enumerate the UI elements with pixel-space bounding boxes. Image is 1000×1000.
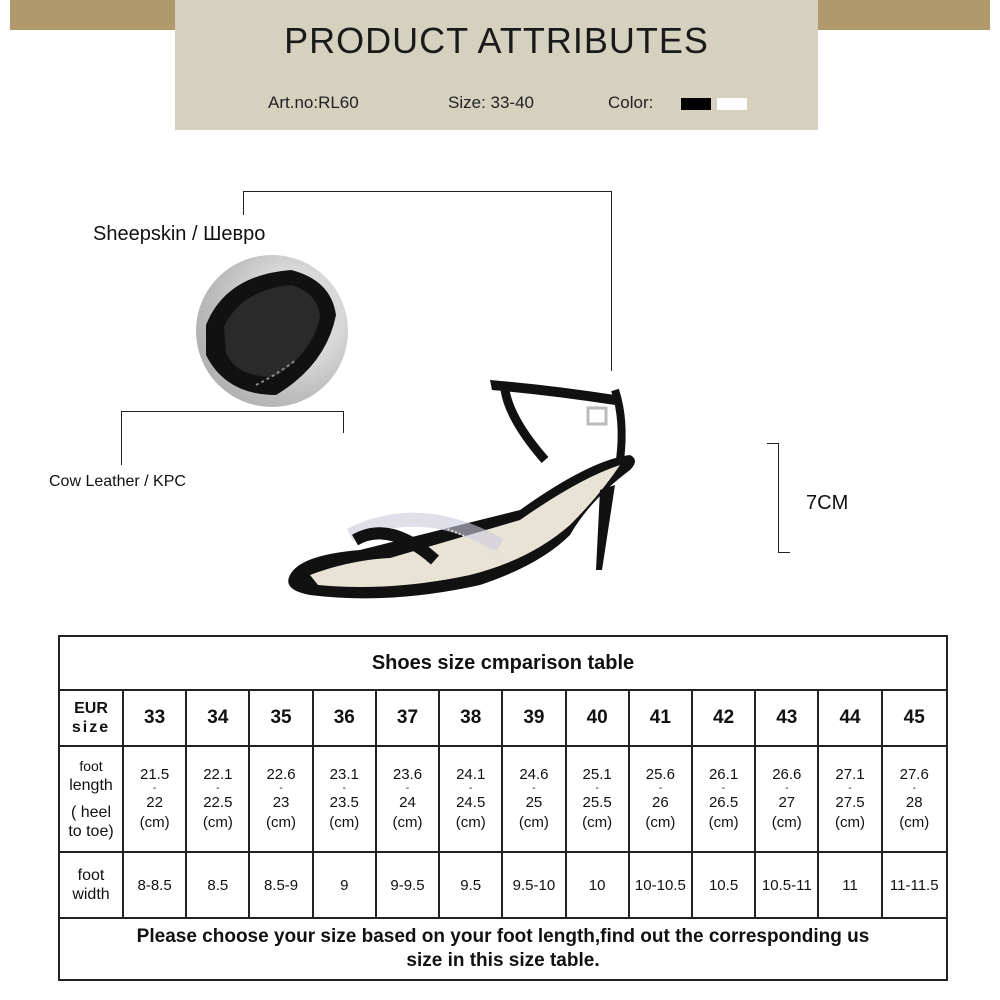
foot-length-unit: (cm): [392, 814, 423, 831]
foot-length-label-line1: foot: [79, 758, 103, 774]
table-grid: [60, 691, 946, 919]
callout-line-cowleather-left: [121, 411, 122, 465]
color-swatch-white: [717, 98, 747, 110]
foot-length-cell: [187, 747, 250, 851]
foot-length-from: 24.1: [456, 766, 486, 783]
eur-size-cell: 40: [567, 691, 630, 745]
eur-size-cell: 44: [819, 691, 882, 745]
foot-length-unit: (cm): [771, 814, 802, 831]
page-title: PRODUCT ATTRIBUTES: [284, 20, 709, 61]
eur-size-cell: 33: [124, 691, 187, 745]
foot-width-cell: 10-10.5: [630, 853, 693, 917]
foot-length-unit: (cm): [518, 814, 549, 831]
foot-width-cell: 11-11.5: [889, 876, 939, 894]
foot-length-to: 22.5: [203, 794, 233, 811]
foot-width-cell: 10.5-11: [756, 853, 819, 917]
range-dash: -: [721, 783, 726, 794]
foot-width-cell: 8-8.5: [124, 853, 187, 917]
foot-width-cell: 9-9.5: [377, 853, 440, 917]
foot-length-unit: (cm): [202, 814, 233, 831]
foot-length-cell: [883, 747, 946, 851]
foot-length-to: 25: [525, 794, 543, 811]
range-dash: -: [785, 783, 789, 794]
foot-length-label-line4: to toe): [68, 823, 114, 840]
foot-length-cell: [819, 747, 882, 851]
foot-length-cell: [503, 747, 566, 851]
heel-height-marker-top: [767, 443, 779, 444]
range-dash: -: [216, 783, 220, 794]
foot-length-to: 27.5: [835, 794, 865, 811]
foot-width-cell: 8.5: [187, 853, 250, 917]
range-dash: -: [912, 783, 916, 794]
foot-length-from: 27.1: [835, 766, 865, 783]
foot-length-from: 25.1: [582, 766, 612, 783]
eur-size-cell: 34: [187, 691, 250, 745]
foot-length-to: 26.5: [708, 794, 739, 811]
header-accent-right: [818, 0, 990, 30]
foot-width-cell: 9.5: [440, 853, 503, 917]
foot-length-to: 27: [778, 794, 796, 811]
callout-line-sheepskin-left: [243, 191, 244, 215]
foot-length-unit: (cm): [266, 814, 297, 831]
foot-width-label-line2: width: [72, 886, 110, 903]
foot-length-from: 26.6: [772, 766, 802, 783]
eur-size-cell: 45: [903, 707, 925, 728]
foot-length-unit: (cm): [835, 814, 866, 831]
foot-length-to: 24: [399, 794, 416, 811]
foot-length-label-line3: ( heel: [70, 804, 112, 821]
foot-length-to: 22: [146, 794, 163, 811]
foot-length-from: 26.1: [708, 766, 739, 783]
foot-length-to: 23.5: [329, 794, 359, 811]
callout-line-sheepskin-right: [611, 191, 612, 371]
range-dash: -: [279, 783, 283, 794]
table-row-foot-width: [60, 853, 946, 919]
table-title: Shoes size cmparison table: [60, 637, 946, 691]
foot-length-unit: (cm): [139, 814, 170, 831]
foot-length-cell: [567, 747, 630, 851]
eur-size-cell: 35: [250, 691, 313, 745]
foot-length-cell: [440, 747, 503, 851]
range-dash: -: [532, 783, 536, 794]
eur-size-cell: 42: [693, 691, 756, 745]
heel-height-marker-bottom: [778, 552, 790, 553]
color-label: Color:: [608, 93, 654, 112]
foot-length-from: 24.6: [519, 766, 549, 783]
article-number: Art.no:RL60: [268, 93, 359, 112]
cow-leather-label: Cow Leather / KPC: [49, 473, 186, 490]
sheepskin-label: Sheepskin / Шевро: [93, 223, 266, 245]
foot-length-cell: [314, 747, 377, 851]
callout-line-sheepskin-top: [243, 191, 612, 192]
foot-width-cell: 9.5-10: [503, 853, 566, 917]
table-row-foot-length: [60, 747, 946, 853]
foot-length-from: 23.1: [329, 766, 359, 783]
eur-size-cell: 43: [756, 691, 819, 745]
size-note-text: Please choose your size based on your foot length,find out the corresponding us size in this size table.: [136, 926, 870, 971]
eur-label-bottom: size: [71, 719, 111, 736]
eur-size-cell: 37: [377, 691, 440, 745]
foot-width-cell: 11: [819, 853, 882, 917]
eur-size-cell: 41: [630, 691, 693, 745]
table-row-eur-size: [60, 691, 946, 747]
foot-length-unit: (cm): [899, 814, 930, 831]
range-dash: -: [848, 783, 852, 794]
foot-length-unit: (cm): [582, 814, 613, 831]
foot-length-unit: (cm): [708, 814, 739, 831]
foot-length-to: 25.5: [582, 794, 612, 811]
foot-width-cell: 10: [567, 853, 630, 917]
foot-length-label-line2: length: [69, 777, 113, 794]
foot-length-from: 21.5: [140, 766, 170, 783]
foot-length-from: 27.6: [899, 766, 929, 783]
eur-label-top: EUR: [74, 700, 108, 717]
foot-length-cell: [250, 747, 313, 851]
foot-length-cell: [630, 747, 693, 851]
foot-length-cell: [124, 747, 187, 851]
eur-size-header: [60, 691, 124, 745]
range-dash: -: [152, 783, 157, 794]
foot-length-to: 28: [905, 794, 923, 811]
foot-length-from: 22.6: [266, 766, 296, 783]
header-accent-left: [10, 0, 175, 30]
eur-size-cell: 38: [440, 691, 503, 745]
foot-length-from: 25.6: [645, 766, 675, 783]
foot-length-from: 22.1: [203, 766, 233, 783]
foot-width-header: [60, 853, 124, 917]
range-dash: -: [595, 783, 599, 794]
size-note: [60, 919, 946, 979]
range-dash: -: [469, 783, 473, 794]
foot-width-cell: 10.5: [693, 853, 756, 917]
range-dash: -: [342, 783, 346, 794]
eur-size-cell: 36: [314, 691, 377, 745]
foot-length-header: [60, 747, 124, 851]
foot-length-to: 26: [652, 794, 669, 811]
foot-length-unit: (cm): [645, 814, 676, 831]
foot-length-cell: [377, 747, 440, 851]
range-dash: -: [405, 783, 410, 794]
eur-size-cell: 39: [503, 691, 566, 745]
product-attributes-header: [175, 0, 818, 130]
range-dash: -: [658, 783, 663, 794]
size-range: Size: 33-40: [448, 93, 534, 112]
foot-length-from: 23.6: [392, 766, 423, 783]
sandal-image: [270, 360, 650, 610]
heel-height-label: 7CM: [806, 492, 849, 514]
foot-length-unit: (cm): [455, 814, 486, 831]
foot-length-cell: [693, 747, 756, 851]
foot-length-to: 24.5: [456, 794, 486, 811]
color-swatch-black: [681, 98, 711, 110]
foot-width-cell: 8.5-9: [250, 853, 313, 917]
size-comparison-table: [58, 635, 948, 981]
foot-length-unit: (cm): [329, 814, 360, 831]
foot-length-to: 23: [272, 794, 290, 811]
foot-length-cell: [756, 747, 819, 851]
foot-width-cell: 9: [314, 853, 377, 917]
foot-width-label-line1: foot: [77, 867, 105, 884]
heel-height-marker: [778, 443, 779, 553]
